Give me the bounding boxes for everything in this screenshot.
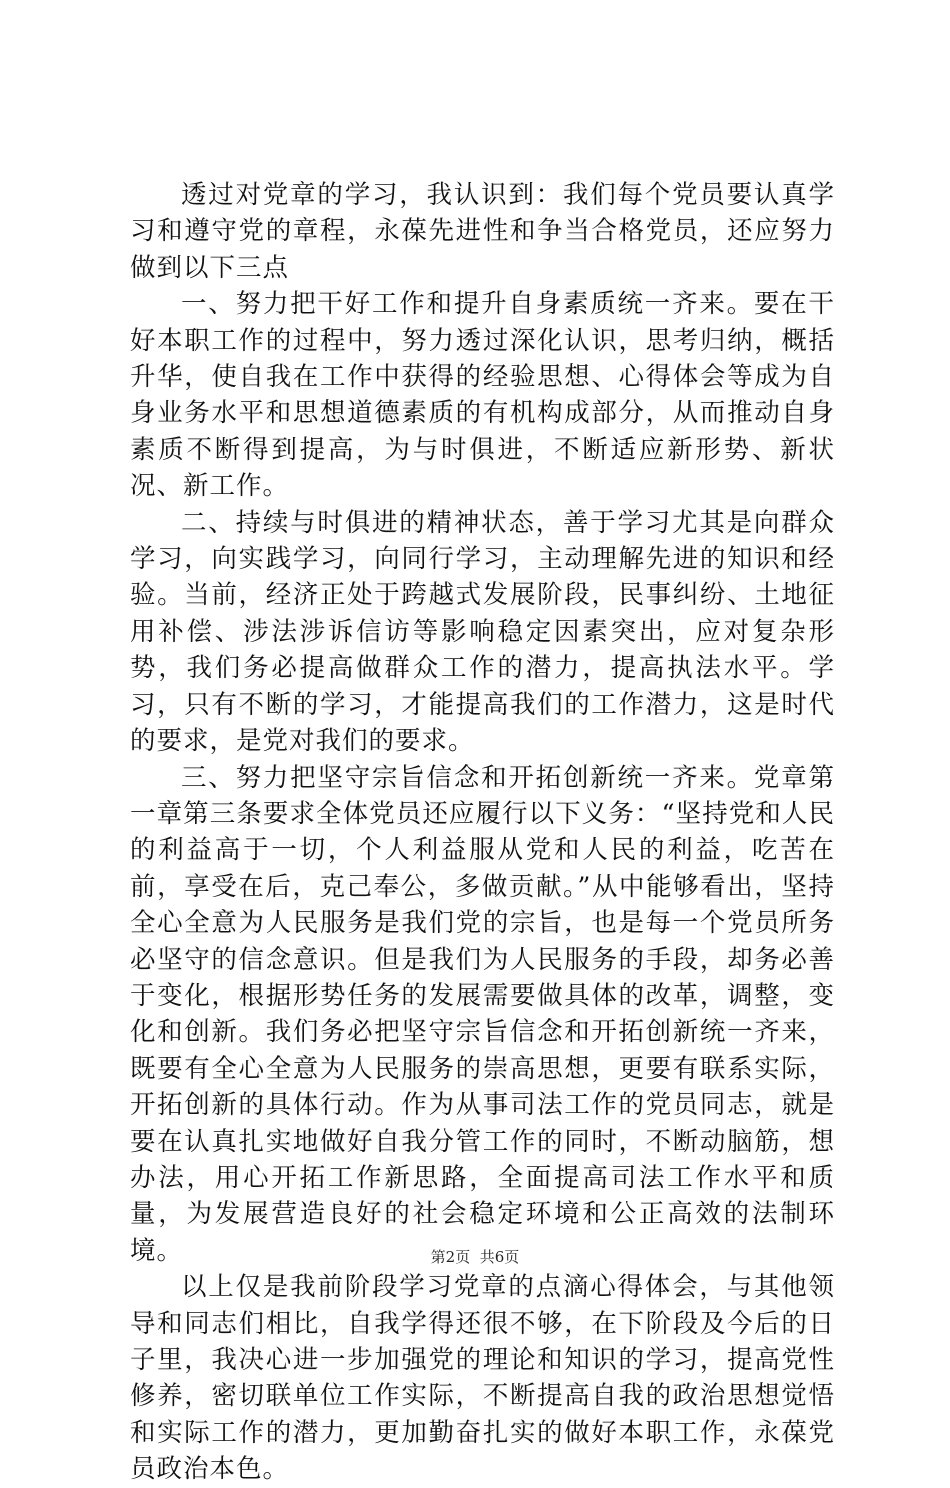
paragraph-intro: 透过对党章的学习，我认识到：我们每个党员要认真学习和遵守党的章程，永葆先进性和争当合格党员，还应努力做到以下三点	[130, 180, 835, 283]
paragraph-point-three: 三、努力把坚守宗旨信念和开拓创新统一齐来。党章第一章第三条要求全体党员还应履行以下义务：“坚持党和人民的利益高于一切，个人利益服从党和人民的利益，吃苦在前，享受在后，克己奉公，多做贡献。”从中能够看出，坚持全心全意为人民服务是我们党的宗旨，也是每一个党员所务必坚守的信念意识。但是我们为人民服务的手段，却务必善于变化，根据形势任务的发展需要做具体的改革，调整，变化和创新。我们务必把坚守宗旨信念和开拓创新统一齐来，既要有全心全意为人民服务的崇高思想，更要有联系实际，开拓创新的具体行动。作为从事司法工作的党员同志，就是要在认真扎实地做好自我分管工作的同时，不断动脑筋，想办法，用心开拓工作新思路，全面提高司法工作水平和质量，为发展营造良好的社会稳定环境和公正高效的法制环境。	[130, 762, 835, 1266]
page-number: 第2页	[430, 1248, 471, 1266]
paragraph-point-one: 一、努力把干好工作和提升自身素质统一齐来。要在干好本职工作的过程中，努力透过深化认识，思考归纳，概括升华，使自我在工作中获得的经验思想、心得体会等成为自身业务水平和思想道德素质的有机构成部分，从而推动自身素质不断得到提高，为与时俱进，不断适应新形势、新状况、新工作。	[130, 289, 835, 502]
page-total: 共6页	[479, 1248, 520, 1266]
paragraph-point-two: 二、持续与时俱进的精神状态，善于学习尤其是向群众学习，向实践学习，向同行学习，主动理解先进的知识和经验。当前，经济正处于跨越式发展阶段，民事纠纷、土地征用补偿、涉法涉诉信访等影响稳定因素突出，应对复杂形势，我们务必提高做群众工作的潜力，提高执法水平。学习，只有不断的学习，才能提高我们的工作潜力，这是时代的要求，是党对我们的要求。	[130, 507, 835, 757]
document-body	[130, 177, 835, 1488]
paragraph-conclusion: 以上仅是我前阶段学习党章的点滴心得体会，与其他领导和同志们相比，自我学得还很不够，在下阶段及今后的日子里，我决心进一步加强党的理论和知识的学习，提高党性修养，密切联单位工作实际，不断提高自我的政治思想觉悟和实际工作的潜力，更加勤奋扎实的做好本职工作，永葆党员政治本色。	[130, 1272, 835, 1485]
page-footer	[0, 1246, 950, 1267]
